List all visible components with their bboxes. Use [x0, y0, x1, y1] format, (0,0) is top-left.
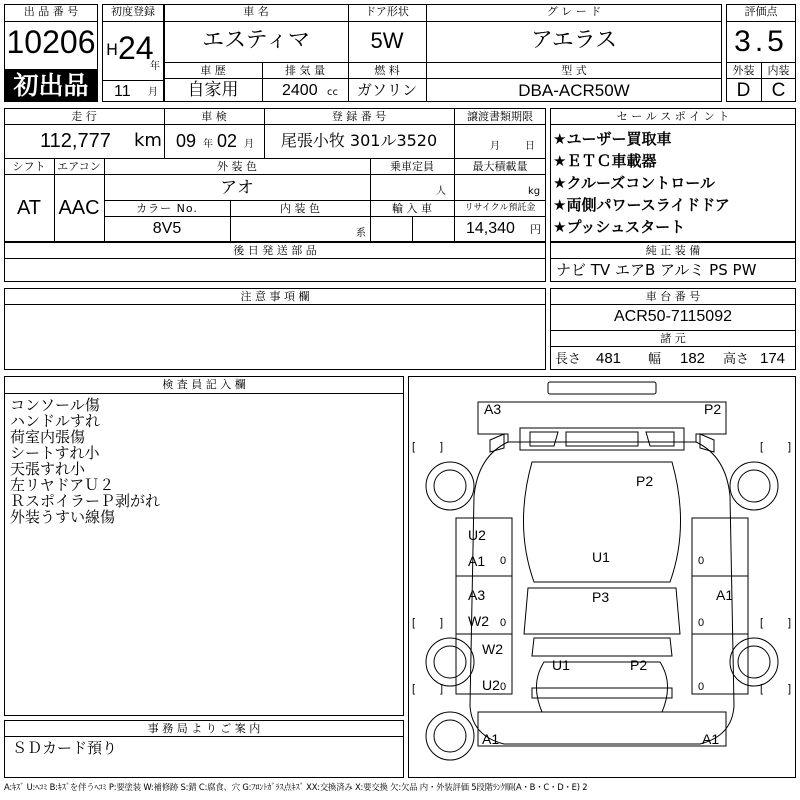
plate-label: 登 録 番 号: [331, 110, 387, 123]
car-name-label: 車 名: [243, 5, 269, 18]
recycle-fee: 14,340: [466, 220, 515, 237]
month-unit: 月: [148, 87, 158, 98]
shift: AT: [16, 197, 42, 219]
reg-month: 11: [114, 83, 131, 100]
mark-center: U1: [592, 549, 610, 565]
office-label: 事 務 局 よ り ご 案 内: [147, 722, 261, 735]
first-reg-label: 初度登録: [111, 5, 155, 18]
inspector-note: 天張すれ小: [10, 460, 86, 478]
later-parts-label: 後 日 発 送 部 品: [233, 244, 317, 257]
mark-rear-right: P2: [630, 657, 648, 673]
transfer-day-unit: 日: [525, 141, 535, 152]
mark-right-door: A1: [716, 587, 734, 603]
displacement-unit: cc: [327, 87, 338, 98]
mileage-label: 走 行: [71, 110, 97, 123]
sales-point: ★両側パワースライドドア: [553, 196, 730, 214]
mark-bottom-left: A1: [482, 731, 500, 747]
inspector-notes: [10, 397, 160, 525]
wheel-front-left: [426, 462, 474, 510]
inspector-note: 荷室内張傷: [10, 428, 86, 446]
width-label: 幅: [648, 352, 662, 367]
sales-point: ★プッシュスタート: [553, 218, 686, 236]
svg-text:0: 0: [698, 617, 705, 629]
sales-point: ★ＥＴＣ車載器: [553, 152, 657, 170]
svg-text:]: ]: [440, 441, 444, 453]
capacity-label: 乗車定員: [390, 160, 434, 173]
inspector-note: コンソール傷: [10, 396, 100, 414]
windshield: [520, 428, 684, 450]
exterior-label: 外装: [732, 64, 755, 77]
shift-label: シフト: [12, 160, 46, 173]
era: H: [106, 40, 119, 59]
svg-text:]: ]: [440, 683, 444, 695]
ac-label: エアコン: [57, 160, 101, 173]
ac: AAC: [58, 197, 100, 219]
color-no-label: カラー No.: [136, 202, 198, 215]
plate-number: 尾張小牧 301ル3520: [280, 131, 438, 150]
mark-left-front-2: A1: [468, 553, 486, 569]
length-value: 481: [596, 350, 622, 367]
mark-roof: P2: [636, 473, 654, 489]
mark-top-right: P2: [704, 401, 722, 417]
inspection-label: 車 検: [201, 110, 227, 123]
sales-points-list: [553, 128, 793, 238]
mark-top-left: A3: [484, 401, 502, 417]
chassis-number: ACR50-7115092: [613, 308, 732, 325]
height-value: 174: [760, 350, 786, 367]
svg-text:]: ]: [788, 441, 792, 453]
lot-number: 10206: [6, 24, 96, 60]
ext-color: アオ: [220, 178, 254, 198]
wheel-rear-right: [730, 638, 778, 686]
right-front-door: [692, 518, 748, 576]
inspector-label: 検 査 員 記 入 欄: [162, 378, 246, 391]
recycle-unit: 円: [530, 223, 541, 236]
history: 自家用: [187, 80, 239, 100]
recycle-label: リサイクル預託金: [464, 203, 536, 213]
history-label: 車 歴: [200, 64, 226, 77]
model: DBA-ACR50W: [518, 81, 630, 100]
length-label: 長さ: [555, 352, 582, 367]
mark-left-bottom: U2: [482, 677, 500, 693]
svg-text:[: [: [760, 683, 764, 695]
mark-left-quarter: W2: [482, 641, 503, 657]
sales-point: ★ユーザー買取車: [553, 130, 672, 148]
fuel: ガソリン: [356, 81, 417, 99]
rear-bumper: [478, 712, 726, 746]
model-label: 型 式: [561, 64, 587, 77]
mileage-unit: km: [134, 130, 162, 151]
wheel-front-right: [730, 462, 778, 510]
front-bumper: [478, 402, 726, 442]
sales-point: ★クルーズコントロール: [553, 174, 715, 192]
int-color-unit: 系: [356, 228, 366, 239]
door-type: 5W: [370, 28, 404, 53]
mark-bottom-right: A1: [702, 731, 720, 747]
specs-label: 諸 元: [660, 332, 686, 345]
first-listing-label: 初出品: [13, 71, 89, 100]
sales-points-label: セ ー ル ス ポ イ ン ト: [616, 110, 730, 123]
mark-center-2: P3: [592, 589, 610, 605]
ext-color-label: 外 装 色: [217, 160, 257, 173]
inspection-month-unit: 月: [244, 139, 254, 150]
inspector-note: ＲスポイラーＰ剥がれ: [10, 492, 161, 510]
load-unit: kg: [528, 186, 541, 197]
svg-text:[: [: [760, 441, 764, 453]
equipment-value: ナビ TV エアB アルミ PS PW: [556, 261, 757, 279]
svg-text:0: 0: [500, 617, 507, 629]
svg-text:[: [: [412, 617, 416, 629]
grade: アエラス: [530, 28, 618, 53]
grade-label: グ レ ー ド: [546, 5, 602, 18]
svg-text:[: [: [760, 617, 764, 629]
car-name: エスティマ: [202, 28, 310, 53]
inspector-note: シートすれ小: [10, 444, 100, 462]
svg-text:[: [: [412, 441, 416, 453]
width-value: 182: [680, 350, 706, 367]
svg-text:0: 0: [698, 681, 705, 693]
office-note: ＳＤカード預り: [12, 739, 118, 757]
svg-text:[: [: [412, 683, 416, 695]
rear-window: [532, 638, 672, 656]
svg-text:]: ]: [788, 617, 792, 629]
front-grille: [548, 382, 656, 394]
notes-label: 注 意 事 項 欄: [240, 290, 310, 303]
legend: A:ｷｽﾞ U:ﾍｺﾐ B:ｷｽﾞを伴うﾍｺﾐ P:要塗装 W:補修跡 S:錆 C:腐食、穴 G:ﾌﾛﾝﾄｶﾞﾗｽ点ｷｽﾞ XX:交換済み X:要交換 欠:欠品 内・外装評価 5段階ﾗﾝｸ順(A・B・C・D・E) 2: [4, 782, 588, 792]
mileage: 112,777: [40, 130, 111, 152]
inspection-year-unit: 年: [203, 139, 213, 150]
interior-grade: C: [771, 80, 786, 101]
int-color-label: 内 装 色: [280, 202, 320, 215]
spare-wheel: [426, 712, 474, 760]
import-label: 輸 入 車: [392, 202, 432, 215]
car-diagram: [408, 376, 796, 778]
displacement-label: 排 気 量: [285, 64, 325, 77]
inspector-note: 外装うすい線傷: [10, 508, 116, 526]
svg-text:0: 0: [698, 555, 705, 567]
details-box: [4, 108, 546, 242]
inspector-note: ハンドルすれ: [10, 412, 101, 430]
height-label: 高さ: [723, 352, 750, 367]
interior-label: 内装: [767, 64, 790, 77]
mark-rear-left: U1: [552, 657, 570, 673]
score-label: 評価点: [744, 5, 778, 18]
mark-left-rear-2: W2: [468, 613, 489, 629]
svg-text:0: 0: [500, 555, 507, 567]
door-label: ドア形状: [365, 5, 409, 18]
load-label: 最大積載量: [472, 160, 528, 173]
displacement: 2400: [282, 82, 318, 99]
color-no: 8V5: [152, 220, 182, 237]
inspection-month: 02: [217, 131, 238, 151]
inspection-year: 09: [176, 131, 197, 151]
capacity-unit: 人: [436, 186, 446, 197]
score: 3.5: [734, 25, 788, 58]
mark-left-rear-1: A3: [468, 587, 486, 603]
svg-text:0: 0: [500, 681, 507, 693]
svg-text:]: ]: [440, 617, 444, 629]
reg-year: 24: [118, 30, 154, 66]
year-unit: 年: [150, 61, 160, 72]
equipment-label: 純 正 装 備: [645, 244, 701, 257]
exterior-grade: D: [736, 80, 751, 101]
transfer-month-unit: 月: [490, 141, 500, 152]
transfer-label: 譲渡書類期限: [467, 110, 533, 123]
lot-number-label: 出 品 番 号: [23, 5, 79, 18]
chassis-label: 車 台 番 号: [645, 290, 701, 303]
wheel-rear-left: [426, 638, 474, 686]
fuel-label: 燃 料: [374, 64, 400, 77]
svg-text:]: ]: [788, 683, 792, 695]
mark-left-front-1: U2: [468, 527, 486, 543]
inspector-note: 左リヤドアＵ２: [10, 476, 115, 494]
